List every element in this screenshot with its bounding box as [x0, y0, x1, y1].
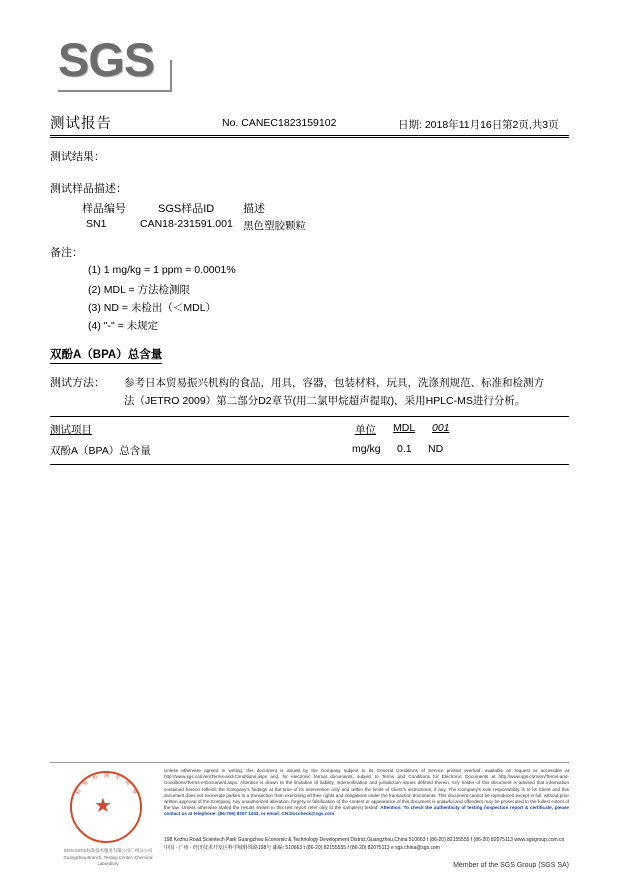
result-table-top-rule: [50, 416, 569, 417]
method-label: 测试方法：: [50, 377, 105, 389]
result-cell-item: 双酚A（BPA）总含量: [50, 445, 151, 457]
stamp-caption-cn: SGS-CSTC标准技术服务有限公司广州分公司: [63, 848, 153, 853]
stamp-arc-text: [56, 768, 156, 848]
stamp-arc-char: 章: [130, 788, 139, 796]
method-text-line2: 法（JETRO 2009）第二部分D2章节(用二氯甲烷超声提取)，采用HPLC-MS进行分析。: [124, 395, 526, 407]
sample-col-id: SGS样品ID: [158, 203, 215, 215]
result-cell-unit: mg/kg: [352, 443, 381, 455]
sample-cell-desc: 黑色塑胶颗粒: [243, 220, 306, 232]
logo-underline: [58, 90, 171, 92]
sample-description-label: 测试样品描述：: [50, 183, 127, 195]
logo-tick: [170, 60, 172, 92]
footer-verify-text: Attention: To check the authenticity of testing /inspection report & certificate, please contact us at telephone: (86-755) 8307 1443, or email: CN.Doccheck@sgs.com: [164, 805, 569, 817]
stamp-caption: [56, 848, 160, 868]
header-divider-bottom: [50, 137, 569, 138]
footer-divider: [50, 762, 569, 763]
footer-address-cn: 中国 · 广州 · 经济技术开发区科学城科珠路198号 邮编: 510663 t (86-20) 82155555 f (86-20) 82075113 e sgs.china@sgs.com: [164, 845, 440, 851]
footer-member: Member of the SGS Group (SGS SA): [453, 862, 569, 869]
method-text-line1: 参考日本贸易振兴机构的食品，用具，容器，包装材料，玩具，洗涤剂规范、标准和检测方: [124, 377, 544, 389]
stamp-arc-char: 检: [92, 774, 100, 782]
sgs-logo: [58, 33, 178, 94]
sgs-logo-text: SGS: [58, 33, 155, 86]
result-col-item: 测试项目: [50, 424, 92, 436]
report-date: 日期: 2018年11月16日: [398, 119, 503, 131]
sample-col-no: 样品编号: [82, 203, 126, 215]
footer-disclaimer-text: Unless otherwise agreed in writing, this document is issued by the Company subject to its General Conditions of Service printed overleaf, available on request or accessible at http://www.sgs.com/en/Terms-and-Conditions.aspx and, for electronic format documents, subject to Terms and Conditions for Electronic Documents at http://www.sgs.com/en/Terms-and-Conditions/Terms-e-Document.aspx. Attention is drawn to the limitation of liability, indemnification and jurisdiction issues defined therein. Any holder of this document is advised that information contained hereon reflects the Company's findings at the time of its intervention only and within the limits of Client's instructions, if any. The Company's sole responsibility is to its Client and this document does not exonerate parties to a transaction from exercising all their rights and obligations under the transaction documents. This document cannot be reproduced except in full, without prior written approval of the Company. Any unauthorized alteration, forgery or falsification of the content or appearance of this document is unlawful and offenders may be prosecuted to the fullest extent of the law. Unless otherwise stated the results shown in this test report refer only to the sample(s) tested.: [164, 768, 569, 811]
star-icon: ★: [94, 795, 112, 817]
stamp-arc-char: 用: [123, 779, 132, 788]
header-divider-top: [50, 135, 569, 136]
stamp-arc-char: 专: [114, 774, 122, 782]
section-heading-bpa: 双酚A（BPA）总含量: [50, 346, 162, 364]
stamp-arc-char: 验: [82, 779, 90, 788]
stamp-caption-en: Guangzhou Branch, Testing Center, Chemical Laboratory: [63, 854, 153, 866]
remark-item: (1) 1 mg/kg = 1 ppm = 0.0001%: [88, 264, 236, 276]
sample-cell-no: SN1: [86, 218, 107, 230]
result-col-sample: 001: [432, 422, 450, 434]
sample-cell-id: CAN18-231591.001: [140, 218, 233, 230]
stamp-arc-char: 检: [74, 788, 83, 796]
remark-item: (4) "-" = 未规定: [88, 320, 159, 332]
footer-disclaimer: [164, 768, 569, 818]
footer-address: [164, 836, 569, 852]
result-table-bottom-rule: [50, 464, 569, 465]
remark-item: (3) ND = 未检出（＜MDL）: [88, 302, 217, 314]
official-stamp: [56, 768, 156, 868]
result-col-mdl: MDL: [393, 422, 416, 434]
footer-address-en: 198 Kezhu Road,Scientech Park Guangzhou Economic & Technology Development District,Guangzhou,China 510663 t (86-20) 82155555 f (86-20) 82075113 www.sgsgroup.com.cn: [164, 837, 565, 843]
stamp-arc-char: 测: [104, 773, 110, 779]
remark-item: (2) MDL = 方法检测限: [88, 284, 190, 296]
results-label: 测试结果：: [50, 151, 105, 163]
result-col-unit: 单位: [355, 424, 376, 436]
report-number: No. CANEC1823159102: [222, 117, 337, 129]
result-cell-value: ND: [428, 443, 444, 455]
page-indicator: 第2页,共3页: [502, 119, 559, 131]
result-cell-mdl: 0.1: [397, 443, 412, 455]
page-title: 测试报告: [50, 116, 112, 132]
sample-col-desc: 描述: [243, 203, 265, 215]
remarks-label: 备注：: [50, 247, 83, 259]
